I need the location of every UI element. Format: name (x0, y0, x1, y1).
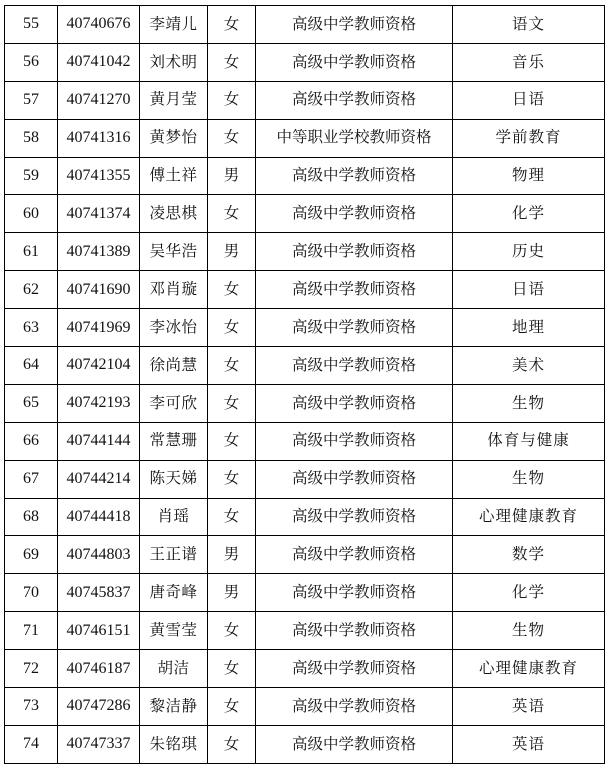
candidate-sex: 女 (208, 688, 256, 726)
table-row (5, 81, 605, 119)
table-row (5, 309, 605, 347)
subject: 体育与健康 (453, 422, 605, 460)
subject: 心理健康教育 (453, 498, 605, 536)
candidate-sex: 女 (208, 271, 256, 309)
table-row (5, 271, 605, 309)
table-row (5, 688, 605, 726)
candidate-sex: 女 (208, 650, 256, 688)
candidate-id: 40741270 (58, 81, 140, 119)
qualification-type: 高级中学教师资格 (256, 233, 453, 271)
table-row (5, 612, 605, 650)
candidate-id: 40742193 (58, 384, 140, 422)
candidate-sex: 女 (208, 347, 256, 385)
table-row (5, 498, 605, 536)
qualification-type: 高级中学教师资格 (256, 460, 453, 498)
candidate-sex: 女 (208, 725, 256, 763)
candidate-id: 40746187 (58, 650, 140, 688)
qualification-type: 高级中学教师资格 (256, 6, 453, 44)
candidate-name: 陈天娣 (140, 460, 208, 498)
subject: 日语 (453, 271, 605, 309)
candidate-name: 黄梦怡 (140, 119, 208, 157)
row-number: 71 (5, 612, 58, 650)
qualification-type: 高级中学教师资格 (256, 271, 453, 309)
candidate-sex: 女 (208, 81, 256, 119)
qualification-type: 高级中学教师资格 (256, 650, 453, 688)
candidate-name: 邓肖璇 (140, 271, 208, 309)
table-row (5, 725, 605, 763)
candidate-sex: 女 (208, 195, 256, 233)
row-number: 67 (5, 460, 58, 498)
row-number: 60 (5, 195, 58, 233)
subject: 化学 (453, 574, 605, 612)
candidate-id: 40741690 (58, 271, 140, 309)
candidate-name: 徐尚慧 (140, 347, 208, 385)
candidate-sex: 男 (208, 536, 256, 574)
row-number: 65 (5, 384, 58, 422)
table-row (5, 384, 605, 422)
candidate-name: 黄月莹 (140, 81, 208, 119)
candidate-id: 40741374 (58, 195, 140, 233)
row-number: 63 (5, 309, 58, 347)
table-row (5, 43, 605, 81)
candidate-id: 40741316 (58, 119, 140, 157)
candidate-sex: 女 (208, 43, 256, 81)
table-row (5, 574, 605, 612)
table-row (5, 157, 605, 195)
candidate-id: 40744418 (58, 498, 140, 536)
table-row (5, 195, 605, 233)
candidate-sex: 男 (208, 574, 256, 612)
candidate-name: 肖瑶 (140, 498, 208, 536)
subject: 生物 (453, 612, 605, 650)
row-number: 56 (5, 43, 58, 81)
candidate-name: 朱铭琪 (140, 725, 208, 763)
qualification-type: 高级中学教师资格 (256, 498, 453, 536)
qualification-type: 高级中学教师资格 (256, 309, 453, 347)
subject: 美术 (453, 347, 605, 385)
qualification-type: 高级中学教师资格 (256, 536, 453, 574)
candidate-id: 40744144 (58, 422, 140, 460)
candidate-sex: 女 (208, 612, 256, 650)
candidate-sex: 女 (208, 309, 256, 347)
candidate-id: 40747337 (58, 725, 140, 763)
qualification-type: 高级中学教师资格 (256, 574, 453, 612)
candidate-name: 刘术明 (140, 43, 208, 81)
subject: 英语 (453, 725, 605, 763)
qualification-type: 高级中学教师资格 (256, 384, 453, 422)
qualification-type: 高级中学教师资格 (256, 81, 453, 119)
roster-table-container (4, 5, 604, 764)
qualification-type: 高级中学教师资格 (256, 195, 453, 233)
subject: 心理健康教育 (453, 650, 605, 688)
row-number: 57 (5, 81, 58, 119)
candidate-id: 40741042 (58, 43, 140, 81)
candidate-id: 40741969 (58, 309, 140, 347)
candidate-id: 40745837 (58, 574, 140, 612)
teacher-qualification-table (4, 5, 605, 764)
subject: 物理 (453, 157, 605, 195)
candidate-name: 黄雪莹 (140, 612, 208, 650)
row-number: 64 (5, 347, 58, 385)
table-row (5, 6, 605, 44)
qualification-type: 高级中学教师资格 (256, 157, 453, 195)
candidate-id: 40740676 (58, 6, 140, 44)
table-row (5, 422, 605, 460)
candidate-id: 40746151 (58, 612, 140, 650)
table-row (5, 650, 605, 688)
candidate-sex: 女 (208, 498, 256, 536)
qualification-type: 高级中学教师资格 (256, 422, 453, 460)
subject: 地理 (453, 309, 605, 347)
row-number: 69 (5, 536, 58, 574)
candidate-name: 李冰怡 (140, 309, 208, 347)
candidate-id: 40747286 (58, 688, 140, 726)
subject: 历史 (453, 233, 605, 271)
candidate-name: 黎洁静 (140, 688, 208, 726)
subject: 英语 (453, 688, 605, 726)
candidate-name: 李靖儿 (140, 6, 208, 44)
qualification-type: 高级中学教师资格 (256, 43, 453, 81)
candidate-sex: 女 (208, 460, 256, 498)
row-number: 72 (5, 650, 58, 688)
candidate-sex: 女 (208, 119, 256, 157)
subject: 学前教育 (453, 119, 605, 157)
qualification-type: 高级中学教师资格 (256, 347, 453, 385)
table-row (5, 233, 605, 271)
candidate-name: 胡洁 (140, 650, 208, 688)
candidate-name: 唐奇峰 (140, 574, 208, 612)
subject: 化学 (453, 195, 605, 233)
candidate-id: 40741389 (58, 233, 140, 271)
qualification-type: 高级中学教师资格 (256, 725, 453, 763)
qualification-type: 高级中学教师资格 (256, 612, 453, 650)
candidate-id: 40744214 (58, 460, 140, 498)
candidate-sex: 女 (208, 422, 256, 460)
candidate-id: 40741355 (58, 157, 140, 195)
qualification-type: 高级中学教师资格 (256, 688, 453, 726)
table-row (5, 536, 605, 574)
candidate-name: 常慧珊 (140, 422, 208, 460)
row-number: 73 (5, 688, 58, 726)
subject: 音乐 (453, 43, 605, 81)
table-row (5, 460, 605, 498)
row-number: 66 (5, 422, 58, 460)
subject: 日语 (453, 81, 605, 119)
candidate-name: 凌思棋 (140, 195, 208, 233)
candidate-name: 王正谱 (140, 536, 208, 574)
row-number: 58 (5, 119, 58, 157)
subject: 生物 (453, 384, 605, 422)
row-number: 55 (5, 6, 58, 44)
candidate-sex: 男 (208, 233, 256, 271)
candidate-sex: 女 (208, 6, 256, 44)
qualification-type: 中等职业学校教师资格 (256, 119, 453, 157)
table-row (5, 119, 605, 157)
row-number: 59 (5, 157, 58, 195)
subject: 生物 (453, 460, 605, 498)
candidate-id: 40744803 (58, 536, 140, 574)
row-number: 61 (5, 233, 58, 271)
table-row (5, 347, 605, 385)
candidate-name: 李可欣 (140, 384, 208, 422)
table-body (5, 6, 605, 764)
row-number: 68 (5, 498, 58, 536)
subject: 数学 (453, 536, 605, 574)
candidate-name: 吴华浩 (140, 233, 208, 271)
candidate-name: 傅土祥 (140, 157, 208, 195)
row-number: 70 (5, 574, 58, 612)
row-number: 62 (5, 271, 58, 309)
row-number: 74 (5, 725, 58, 763)
candidate-id: 40742104 (58, 347, 140, 385)
subject: 语文 (453, 6, 605, 44)
candidate-sex: 男 (208, 157, 256, 195)
candidate-sex: 女 (208, 384, 256, 422)
